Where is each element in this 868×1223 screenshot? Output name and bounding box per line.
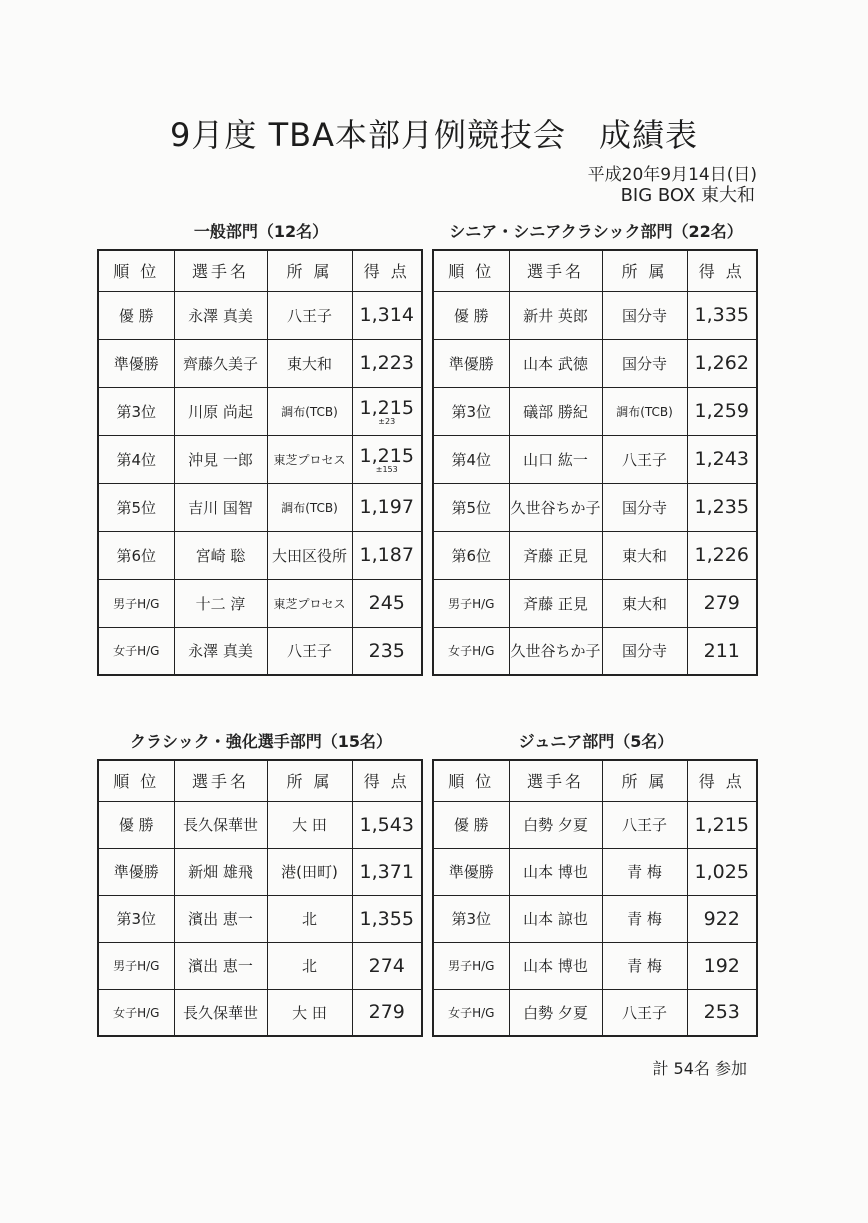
score-value: 922 xyxy=(703,907,740,930)
table-row xyxy=(433,989,757,1036)
rank-cell: 準優勝 xyxy=(433,339,509,387)
column-header: 順 位 xyxy=(433,250,509,291)
score-value: 1,243 xyxy=(694,448,749,470)
rank-cell: 女子H/G xyxy=(98,989,174,1036)
table-row xyxy=(433,483,757,531)
score-cell xyxy=(687,291,757,339)
affiliation-cell: 東大和 xyxy=(602,531,687,579)
player-name-cell: 長久保華世 xyxy=(174,989,267,1036)
header-row xyxy=(433,250,757,291)
affiliation-cell: 国分寺 xyxy=(602,339,687,387)
score-value: 1,215 xyxy=(359,396,414,419)
score-value: 1,187 xyxy=(359,544,414,566)
player-name-cell: 白勢 夕夏 xyxy=(509,801,602,848)
table-row xyxy=(98,942,422,989)
column-header: 得 点 xyxy=(687,760,757,801)
rank-cell: 男子H/G xyxy=(98,579,174,627)
table-row xyxy=(433,339,757,387)
score-value: 245 xyxy=(368,592,405,614)
event-venue: BIG BOX 東大和 xyxy=(620,185,755,206)
section-caption: 一般部門（12名） xyxy=(193,222,329,241)
affiliation-cell: 北 xyxy=(267,942,352,989)
score-value: 279 xyxy=(368,1001,405,1024)
player-name-cell: 長久保華世 xyxy=(174,801,267,848)
rank-cell: 女子H/G xyxy=(433,627,509,675)
results-table xyxy=(97,249,423,676)
affiliation-cell: 八王子 xyxy=(602,435,687,483)
affiliation-cell: 八王子 xyxy=(602,989,687,1036)
affiliation-cell: 青 梅 xyxy=(602,942,687,989)
affiliation-cell: 大 田 xyxy=(267,801,352,848)
score-cell xyxy=(352,627,422,675)
player-name-cell: 山本 博也 xyxy=(509,848,602,895)
table-row xyxy=(98,848,422,895)
score-value: 1,226 xyxy=(694,544,749,566)
score-cell xyxy=(687,989,757,1036)
score-value: 1,215 xyxy=(694,813,749,836)
rank-cell: 優 勝 xyxy=(98,291,174,339)
column-header: 選手名 xyxy=(174,760,267,801)
table-row xyxy=(98,291,422,339)
player-name-cell: 宮崎 聡 xyxy=(174,531,267,579)
table-row xyxy=(433,531,757,579)
score-cell xyxy=(687,895,757,942)
table-row xyxy=(433,801,757,848)
section-caption: シニア・シニアクラシック部門（22名） xyxy=(449,222,743,241)
score-value: 279 xyxy=(703,592,740,614)
column-header: 選手名 xyxy=(509,760,602,801)
affiliation-cell: 青 梅 xyxy=(602,848,687,895)
affiliation-cell: 東芝プロセス xyxy=(267,579,352,627)
rank-cell: 準優勝 xyxy=(433,848,509,895)
event-date: 平成20年9月14日(日) xyxy=(587,165,757,185)
score-value: 211 xyxy=(703,639,740,662)
column-header: 所 属 xyxy=(602,760,687,801)
table-row xyxy=(433,387,757,435)
affiliation-cell: 国分寺 xyxy=(602,483,687,531)
rank-cell: 第3位 xyxy=(98,387,174,435)
score-value: 253 xyxy=(703,1001,740,1024)
player-name-cell: 濱出 恵一 xyxy=(174,942,267,989)
rank-cell: 準優勝 xyxy=(98,339,174,387)
table-row xyxy=(433,627,757,675)
table-row xyxy=(98,435,422,483)
table-row xyxy=(98,801,422,848)
affiliation-cell: 八王子 xyxy=(267,291,352,339)
score-cell xyxy=(687,848,757,895)
column-header: 所 属 xyxy=(602,250,687,291)
column-header: 得 点 xyxy=(352,250,422,291)
score-cell xyxy=(687,801,757,848)
player-name-cell: 濱出 恵一 xyxy=(174,895,267,942)
player-name-cell: 十二 淳 xyxy=(174,579,267,627)
player-name-cell: 新井 英郎 xyxy=(509,291,602,339)
affiliation-cell: 北 xyxy=(267,895,352,942)
rank-cell: 女子H/G xyxy=(433,989,509,1036)
affiliation-cell: 港(田町) xyxy=(267,848,352,895)
column-header: 所 属 xyxy=(267,760,352,801)
table-row xyxy=(98,531,422,579)
column-header: 順 位 xyxy=(98,760,174,801)
affiliation-cell: 青 梅 xyxy=(602,895,687,942)
table-row xyxy=(98,483,422,531)
player-name-cell: 山口 紘一 xyxy=(509,435,602,483)
tiebreak-note: ±153 xyxy=(375,464,398,474)
table-row xyxy=(98,627,422,675)
rank-cell: 第6位 xyxy=(433,531,509,579)
rank-cell: 女子H/G xyxy=(98,627,174,675)
rank-cell: 男子H/G xyxy=(433,942,509,989)
player-name-cell: 山本 武徳 xyxy=(509,339,602,387)
score-cell xyxy=(352,989,422,1036)
score-value: 1,371 xyxy=(359,860,414,883)
column-header: 選手名 xyxy=(174,250,267,291)
score-value: 1,262 xyxy=(694,352,749,374)
table-row xyxy=(433,579,757,627)
score-cell xyxy=(687,435,757,483)
score-cell xyxy=(687,627,757,675)
affiliation-cell: 大 田 xyxy=(267,989,352,1036)
total-participants: 計 54名 参加 xyxy=(652,1059,747,1078)
header-row xyxy=(433,760,757,801)
header-row xyxy=(98,760,422,801)
player-name-cell: 沖見 一郎 xyxy=(174,435,267,483)
column-header: 得 点 xyxy=(687,250,757,291)
column-header: 選手名 xyxy=(509,250,602,291)
score-cell xyxy=(687,483,757,531)
column-header: 順 位 xyxy=(433,760,509,801)
score-cell xyxy=(352,579,422,627)
rank-cell: 第4位 xyxy=(98,435,174,483)
player-name-cell: 永澤 真美 xyxy=(174,627,267,675)
player-name-cell: 久世谷ちか子 xyxy=(509,483,602,531)
rank-cell: 優 勝 xyxy=(98,801,174,848)
rank-cell: 第3位 xyxy=(98,895,174,942)
player-name-cell: 久世谷ちか子 xyxy=(509,627,602,675)
rank-cell: 第5位 xyxy=(433,483,509,531)
column-header: 順 位 xyxy=(98,250,174,291)
table-row xyxy=(98,895,422,942)
score-value: 1,335 xyxy=(694,304,749,326)
score-cell xyxy=(352,895,422,942)
header-row xyxy=(98,250,422,291)
affiliation-cell: 調布(TCB) xyxy=(267,483,352,531)
affiliation-cell: 国分寺 xyxy=(602,291,687,339)
affiliation-cell: 東大和 xyxy=(267,339,352,387)
rank-cell: 優 勝 xyxy=(433,291,509,339)
score-value: 1,197 xyxy=(359,496,414,518)
affiliation-cell: 東大和 xyxy=(602,579,687,627)
score-cell xyxy=(687,579,757,627)
player-name-cell: 斉藤 正見 xyxy=(509,531,602,579)
rank-cell: 男子H/G xyxy=(98,942,174,989)
score-value: 1,223 xyxy=(359,352,414,374)
section-caption: ジュニア部門（5名） xyxy=(518,732,674,751)
player-name-cell: 新畑 雄飛 xyxy=(174,848,267,895)
score-value: 1,235 xyxy=(694,496,749,518)
section-caption: クラシック・強化選手部門（15名） xyxy=(130,732,392,751)
affiliation-cell: 八王子 xyxy=(602,801,687,848)
rank-cell: 第6位 xyxy=(98,531,174,579)
score-value: 1,259 xyxy=(694,400,749,422)
player-name-cell: 斉藤 正見 xyxy=(509,579,602,627)
score-cell xyxy=(352,531,422,579)
table-row xyxy=(433,895,757,942)
score-cell xyxy=(352,483,422,531)
affiliation-cell: 大田区役所 xyxy=(267,531,352,579)
affiliation-cell: 調布(TCB) xyxy=(602,387,687,435)
table-row xyxy=(98,989,422,1036)
score-cell xyxy=(352,848,422,895)
rank-cell: 第5位 xyxy=(98,483,174,531)
score-value: 1,355 xyxy=(359,907,414,930)
player-name-cell: 吉川 国智 xyxy=(174,483,267,531)
score-cell xyxy=(687,387,757,435)
table-row xyxy=(433,435,757,483)
score-value: 1,543 xyxy=(359,813,414,836)
score-cell xyxy=(687,339,757,387)
affiliation-cell: 八王子 xyxy=(267,627,352,675)
tiebreak-note: ±23 xyxy=(378,416,396,426)
affiliation-cell: 国分寺 xyxy=(602,627,687,675)
table-row xyxy=(98,387,422,435)
score-cell xyxy=(352,801,422,848)
affiliation-cell: 東芝プロセス xyxy=(267,435,352,483)
player-name-cell: 永澤 真美 xyxy=(174,291,267,339)
column-header: 得 点 xyxy=(352,760,422,801)
results-table xyxy=(97,759,423,1037)
score-value: 235 xyxy=(368,639,405,662)
score-value: 192 xyxy=(703,954,740,977)
rank-cell: 優 勝 xyxy=(433,801,509,848)
score-cell xyxy=(352,291,422,339)
score-value: 1,025 xyxy=(694,860,749,883)
score-value: 274 xyxy=(368,954,405,977)
score-cell xyxy=(352,387,422,435)
results-table xyxy=(432,249,758,676)
results-table xyxy=(432,759,758,1037)
player-name-cell: 齊藤久美子 xyxy=(174,339,267,387)
rank-cell: 第3位 xyxy=(433,895,509,942)
score-value: 1,314 xyxy=(359,304,414,326)
table-row xyxy=(433,291,757,339)
score-cell xyxy=(352,339,422,387)
player-name-cell: 川原 尚起 xyxy=(174,387,267,435)
score-cell xyxy=(352,435,422,483)
score-value: 1,215 xyxy=(359,444,414,467)
rank-cell: 第3位 xyxy=(433,387,509,435)
score-cell xyxy=(687,942,757,989)
player-name-cell: 礒部 勝紀 xyxy=(509,387,602,435)
table-row xyxy=(98,579,422,627)
player-name-cell: 白勢 夕夏 xyxy=(509,989,602,1036)
player-name-cell: 山本 諒也 xyxy=(509,895,602,942)
column-header: 所 属 xyxy=(267,250,352,291)
score-cell xyxy=(687,531,757,579)
affiliation-cell: 調布(TCB) xyxy=(267,387,352,435)
table-row xyxy=(433,942,757,989)
rank-cell: 第4位 xyxy=(433,435,509,483)
score-cell xyxy=(352,942,422,989)
rank-cell: 準優勝 xyxy=(98,848,174,895)
rank-cell: 男子H/G xyxy=(433,579,509,627)
table-row xyxy=(98,339,422,387)
table-row xyxy=(433,848,757,895)
page-title: 9月度 TBA本部月例競技会 成績表 xyxy=(170,116,698,154)
player-name-cell: 山本 博也 xyxy=(509,942,602,989)
